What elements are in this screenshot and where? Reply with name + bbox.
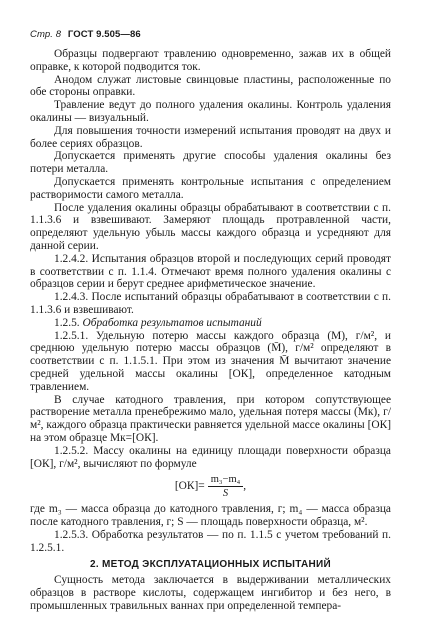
paragraph: После удаления окалины образцы обрабатывают в соответствии с п. 1.1.3.6 и взвешивают. Замеряют площадь протравленной части, определяют удельную убыль массы каждого образца и усредняют для данной серии. xyxy=(30,201,391,252)
paragraph: где m₃ — масса образца до катодного травления, г; m₄ — масса образца после катодного травления, г; S — площадь поверхности образца, м². xyxy=(30,503,391,529)
paragraph: 1.2.4.2. Испытания образцов второй и последующих серий проводят в соответствии с п. 1.1.4. Отмечают время полного удаления окалины с образцов серии и берут среднее арифметическое значение. xyxy=(30,252,391,291)
standard-title: ГОСТ 9.505—86 xyxy=(67,29,141,40)
paragraph: 1.2.5.3. Обработка результатов — по п. 1.1.5 с учетом требований п. 1.2.5.1. xyxy=(30,528,391,554)
formula-denominator: S xyxy=(222,487,229,499)
page-number: Стр. 8 xyxy=(30,29,62,40)
subheading-title: Обработка результатов испытаний xyxy=(82,316,262,329)
paragraph: В случае катодного травления, при котором сопутствующее растворение металла пренебрежимо мало, удельная потеря массы (Mк), г/м², каждого образца практически равняется удельной массе окалины [ОК] на этом образце Mк=[ОК]. xyxy=(30,393,391,444)
formula-trail: , xyxy=(243,480,247,493)
subheading xyxy=(30,317,391,330)
paragraph: Для повышения точности измерений испытания проводят на двух и более сериях образцов. xyxy=(30,124,391,150)
paragraph: 1.2.4.3. После испытаний образцы обрабатывают в соответствии с п. 1.1.3.6 и взвешивают. xyxy=(30,291,391,316)
formula xyxy=(30,471,391,501)
formula-fraction xyxy=(208,473,247,500)
page-body xyxy=(30,48,391,613)
formula-numerator: m₃−m₄ xyxy=(208,473,244,487)
paragraph: Анодом служат листовые свинцовые пластины, расположенные по обе стороны оправки. xyxy=(30,73,391,99)
section-heading: 2. МЕТОД ЭКСПЛУАТАЦИОННЫХ ИСПЫТАНИЙ xyxy=(89,559,332,571)
paragraph: 1.2.5.1. Удельную потерю массы каждого образца (M), г/м², и среднюю удельную потерю массы образцов (M̄), г/м² определяют в соответствии с п. 1.1.5.1. При этом из значения M̄ вычитают значение средней удельной массы окалины [ОК], определенное катодным травлением. xyxy=(30,329,391,393)
paragraph: 1.2.5.2. Массу окалины на единицу площади поверхности образца [ОК], г/м², вычисляют по формуле xyxy=(30,444,391,470)
paragraph: Образцы подвергают травлению одновременно, зажав их в общей оправке, к которой подводится ток. xyxy=(30,48,391,73)
paragraph: Травление ведут до полного удаления окалины. Контроль удаления окалины — визуальный. xyxy=(30,99,391,124)
paragraph: Сущность метода заключается в выдерживании металлических образцов в растворе кислоты, содержащем ингибитор и без него, в промышленных травильных ваннах при определенной темпера- xyxy=(30,574,391,613)
paragraph: Допускается применять контрольные испытания с определением растворимости самого металла. xyxy=(30,175,391,201)
formula-lhs: [ОК]= xyxy=(174,480,205,493)
subheading-number: 1.2.5. xyxy=(54,316,80,329)
page-header xyxy=(30,29,141,40)
paragraph: Допускается применять другие способы удаления окалины без потери металла. xyxy=(30,150,391,176)
